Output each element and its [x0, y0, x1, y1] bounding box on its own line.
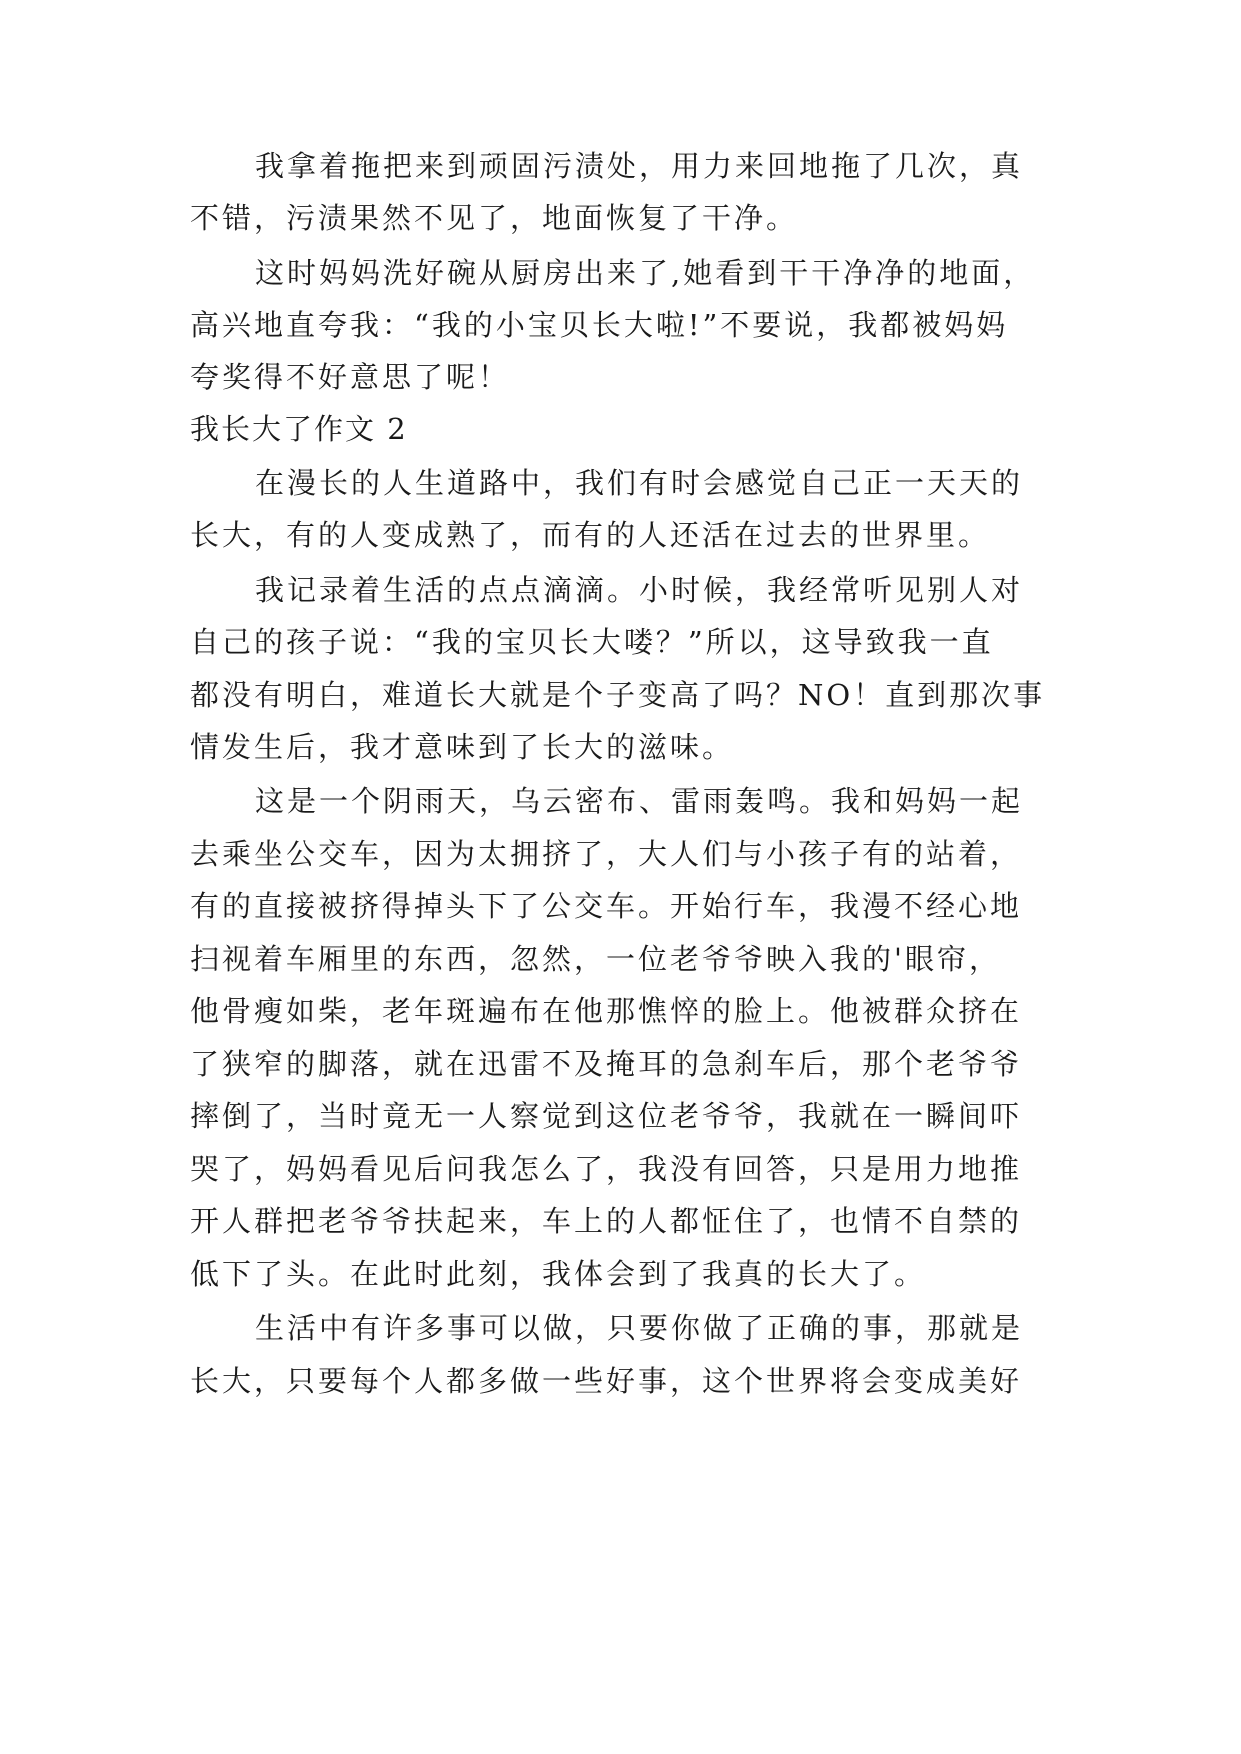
text-line: 摔倒了，当时竟无一人察觉到这位老爷爷，我就在一瞬间吓 [190, 1099, 1023, 1133]
text-line: 在漫长的人生道路中，我们有时会感觉自己正一天天的 [255, 466, 1024, 500]
text-line: 这时妈妈洗好碗从厨房出来了,她看到干干净净的地面， [255, 256, 1036, 290]
text-line: 长大，只要每个人都多做一些好事，这个世界将会变成美好 [190, 1364, 1023, 1398]
text-line: 高兴地直夸我：“我的小宝贝长大啦!”不要说，我都被妈妈 [190, 308, 1009, 342]
text-line: 有的直接被挤得掉头下了公交车。开始行车，我漫不经心地 [190, 889, 1023, 923]
text-line: 去乘坐公交车，因为太拥挤了，大人们与小孩子有的站着， [190, 837, 1023, 871]
text-line: 我记录着生活的点点滴滴。小时候，我经常听见别人对 [255, 573, 1024, 607]
text-line: 不错，污渍果然不见了，地面恢复了干净。 [190, 201, 799, 235]
text-line: 低下了头。在此时此刻，我体会到了我真的长大了。 [190, 1257, 927, 1291]
text-line: 了狭窄的脚落，就在迅雷不及掩耳的急刹车后，那个老爷爷 [190, 1047, 1023, 1081]
text-line: 开人群把老爷爷扶起来，车上的人都怔住了，也情不自禁的 [190, 1204, 1023, 1238]
text-line: 夸奖得不好意思了呢！ [190, 360, 511, 394]
text-line: 我拿着拖把来到顽固污渍处，用力来回地拖了几次，真 [255, 149, 1024, 183]
text-line: 自己的孩子说：“我的宝贝长大喽？”所以，这导致我一直 [190, 625, 994, 659]
text-line: 这是一个阴雨天，乌云密布、雷雨轰鸣。我和妈妈一起 [255, 784, 1024, 818]
text-line: 哭了，妈妈看见后问我怎么了，我没有回答，只是用力地推 [190, 1152, 1023, 1186]
text-line: 都没有明白，难道长大就是个子变高了吗？NO！直到那次事 [190, 678, 1046, 712]
section-heading: 我长大了作文 2 [190, 412, 408, 446]
text-line: 长大，有的人变成熟了，而有的人还活在过去的世界里。 [190, 518, 991, 552]
text-line: 情发生后，我才意味到了长大的滋味。 [190, 730, 735, 764]
text-line: 他骨瘦如柴，老年斑遍布在他那憔悴的脸上。他被群众挤在 [190, 994, 1023, 1028]
text-line: 生活中有许多事可以做，只要你做了正确的事，那就是 [255, 1311, 1024, 1345]
text-line: 扫视着车厢里的东西，忽然，一位老爷爷映入我的'眼帘， [190, 942, 1001, 976]
